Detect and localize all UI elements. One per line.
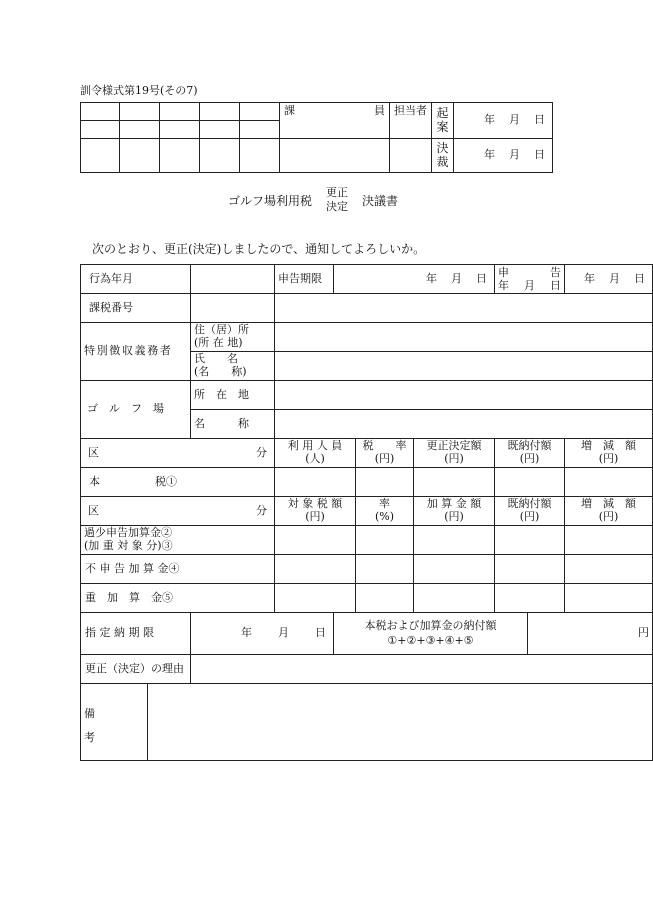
kasho-taisho-value[interactable] <box>275 526 356 555</box>
kian-day: 日 <box>534 113 545 127</box>
fushinkoku-kinofu-value[interactable] <box>495 555 565 584</box>
honzei-oyobi-label: 本税および加算金の納付額 <box>364 619 497 633</box>
riyu-value[interactable] <box>191 655 653 684</box>
ka-label: 課 <box>284 104 295 118</box>
kasho-ritsu-value[interactable] <box>356 526 414 555</box>
kian-month: 月 <box>509 113 520 127</box>
taisho-unit: (円) <box>305 510 325 523</box>
honzei-label: 本 税① <box>81 468 275 497</box>
fushinkoku-zogen-value[interactable] <box>565 555 653 584</box>
jusho-1: 住（居）所 <box>194 323 249 337</box>
sn-value-month: 月 <box>609 271 620 285</box>
document-title <box>228 186 398 215</box>
honzei-riyo-value[interactable] <box>275 468 356 497</box>
biko-value[interactable] <box>148 684 653 761</box>
sn-value-year: 年 <box>584 271 595 285</box>
riyo-jinin-label: 利 用 人 員 <box>287 439 343 453</box>
shimei-label <box>191 352 275 381</box>
gyoi-nengetsu-value[interactable] <box>191 265 275 294</box>
form-id: 訓令様式第19号(その7) <box>80 84 198 97</box>
juka-zogen-value[interactable] <box>565 584 653 613</box>
kubun-r: 分 <box>256 445 267 459</box>
main-table <box>80 264 653 761</box>
kasan-unit: (円) <box>444 510 464 523</box>
en-unit: 円 <box>638 626 649 640</box>
kinofu2-label: 既納付額 <box>507 497 552 511</box>
shinkoku-kigen-label: 申告期限 <box>275 265 334 294</box>
shitei-year: 年 <box>241 626 252 640</box>
zogen2-label: 増 減 額 <box>581 497 636 511</box>
kubun-l: 区 <box>88 445 99 459</box>
intro-text: 次のとおり、更正(決定)しましたので、通知してよろしいか。 <box>92 242 426 256</box>
koku-char: 告 <box>550 265 561 279</box>
honzei-kinofu-value[interactable] <box>495 468 565 497</box>
kian-year: 年 <box>484 113 495 127</box>
kigen-month: 月 <box>451 271 462 285</box>
shimei-value[interactable] <box>275 352 653 381</box>
biko-label <box>81 684 148 761</box>
ritsu-label: 率 <box>379 497 390 511</box>
kasho-2: (加 重 対 象 分)③ <box>84 539 173 552</box>
sn-day: 日 <box>550 279 561 292</box>
kigen-year: 年 <box>426 271 437 285</box>
sn-year: 年 <box>498 279 509 292</box>
shozaichi-label: 所 在 地 <box>191 381 275 410</box>
meisho-label: 名 称 <box>191 410 275 439</box>
kubun2-l: 区 <box>88 503 99 517</box>
shimei-1: 氏 名 <box>194 352 238 366</box>
kazei-bango-label: 課税番号 <box>81 294 191 323</box>
zogen-label: 増 減 額 <box>581 439 636 453</box>
juka-kasan-value[interactable] <box>414 584 495 613</box>
juka-taisho-value[interactable] <box>275 584 356 613</box>
shitei-day: 日 <box>315 626 326 640</box>
kazei-bango-value[interactable] <box>191 294 275 323</box>
kosei-kettei-label: 更正決定額 <box>426 439 482 453</box>
taisho-zeigaku-label: 対 象 税 額 <box>287 497 343 511</box>
title-right: 決議書 <box>362 193 399 208</box>
zeiritsu-label: 税 率 <box>362 439 407 453</box>
title-kettei: 決定 <box>326 200 349 214</box>
shinkoku-nengappi-label <box>495 265 565 294</box>
biko-2: 考 <box>84 731 95 745</box>
kasho-1: 過少申告加算金② <box>84 526 172 540</box>
gyoi-nengetsu-label: 行為年月 <box>81 265 191 294</box>
kosei-kettei-unit: (円) <box>444 452 464 465</box>
kigen-day: 日 <box>476 271 487 285</box>
riyo-unit: (人) <box>305 452 325 465</box>
tantosha-label: 担当者 <box>390 103 432 121</box>
approval-table <box>80 102 553 173</box>
tokubetsu-label: 特別徴収義務者 <box>81 323 191 381</box>
kubun2-r: 分 <box>256 503 267 517</box>
kinofu2-unit: (円) <box>519 510 540 523</box>
honzei-zeiritsu-value[interactable] <box>356 468 414 497</box>
title-kosei: 更正 <box>326 186 349 199</box>
sn-value-day: 日 <box>634 271 645 285</box>
fushinkoku-taisho-value[interactable] <box>275 555 356 584</box>
shitei-kigen-label: 指 定 納 期 限 <box>81 613 191 655</box>
honzei-zogen-value[interactable] <box>565 468 653 497</box>
zogen2-unit: (円) <box>598 510 619 523</box>
juka-label: 重 加 算 金⑤ <box>81 584 275 613</box>
kasho-kasan-value[interactable] <box>414 526 495 555</box>
title-left: ゴルフ場利用税 <box>228 193 313 208</box>
shitei-month: 月 <box>278 626 289 640</box>
golf-label: ゴ ル フ 場 <box>81 381 191 439</box>
juka-kinofu-value[interactable] <box>495 584 565 613</box>
fushinkoku-kasan-value[interactable] <box>414 555 495 584</box>
kessai-year: 年 <box>484 148 495 162</box>
zeiritsu-unit: (円) <box>374 452 395 465</box>
kasho-label <box>81 526 275 555</box>
kessai-label: 決 裁 <box>432 139 454 173</box>
jusho-value[interactable] <box>275 323 653 352</box>
biko-1: 備 <box>84 707 95 720</box>
shimei-2: (名 称) <box>194 365 247 378</box>
ritsu-unit: (%) <box>374 510 395 523</box>
formula-label: ①+②+③+④+⑤ <box>387 633 474 647</box>
in-label: 員 <box>374 104 385 118</box>
kessai-day: 日 <box>534 148 545 162</box>
kian-label: 起 案 <box>432 103 454 139</box>
kasho-kinofu-value[interactable] <box>495 526 565 555</box>
meisho-value[interactable] <box>275 410 653 439</box>
zogen-unit: (円) <box>598 452 619 465</box>
honzei-kosei-value[interactable] <box>414 468 495 497</box>
juka-ritsu-value[interactable] <box>356 584 414 613</box>
sn-month: 月 <box>524 279 535 292</box>
nofu-total-value[interactable] <box>528 613 653 655</box>
shin-char: 申 <box>498 265 509 279</box>
shozaichi-value[interactable] <box>275 381 653 410</box>
fushinkoku-label: 不 申 告 加 算 金④ <box>81 555 275 584</box>
jusho-label <box>191 323 275 352</box>
fushinkoku-ritsu-value[interactable] <box>356 555 414 584</box>
kinofu-unit: (円) <box>519 452 540 465</box>
kasho-zogen-value[interactable] <box>565 526 653 555</box>
kessai-month: 月 <box>509 148 520 162</box>
kasan-kingaku-label: 加 算 金 額 <box>426 497 482 511</box>
jusho-2: (所 在 地) <box>194 336 243 349</box>
kinofu-label: 既納付額 <box>507 439 552 453</box>
riyu-label: 更正（決定）の理由 <box>81 655 191 684</box>
